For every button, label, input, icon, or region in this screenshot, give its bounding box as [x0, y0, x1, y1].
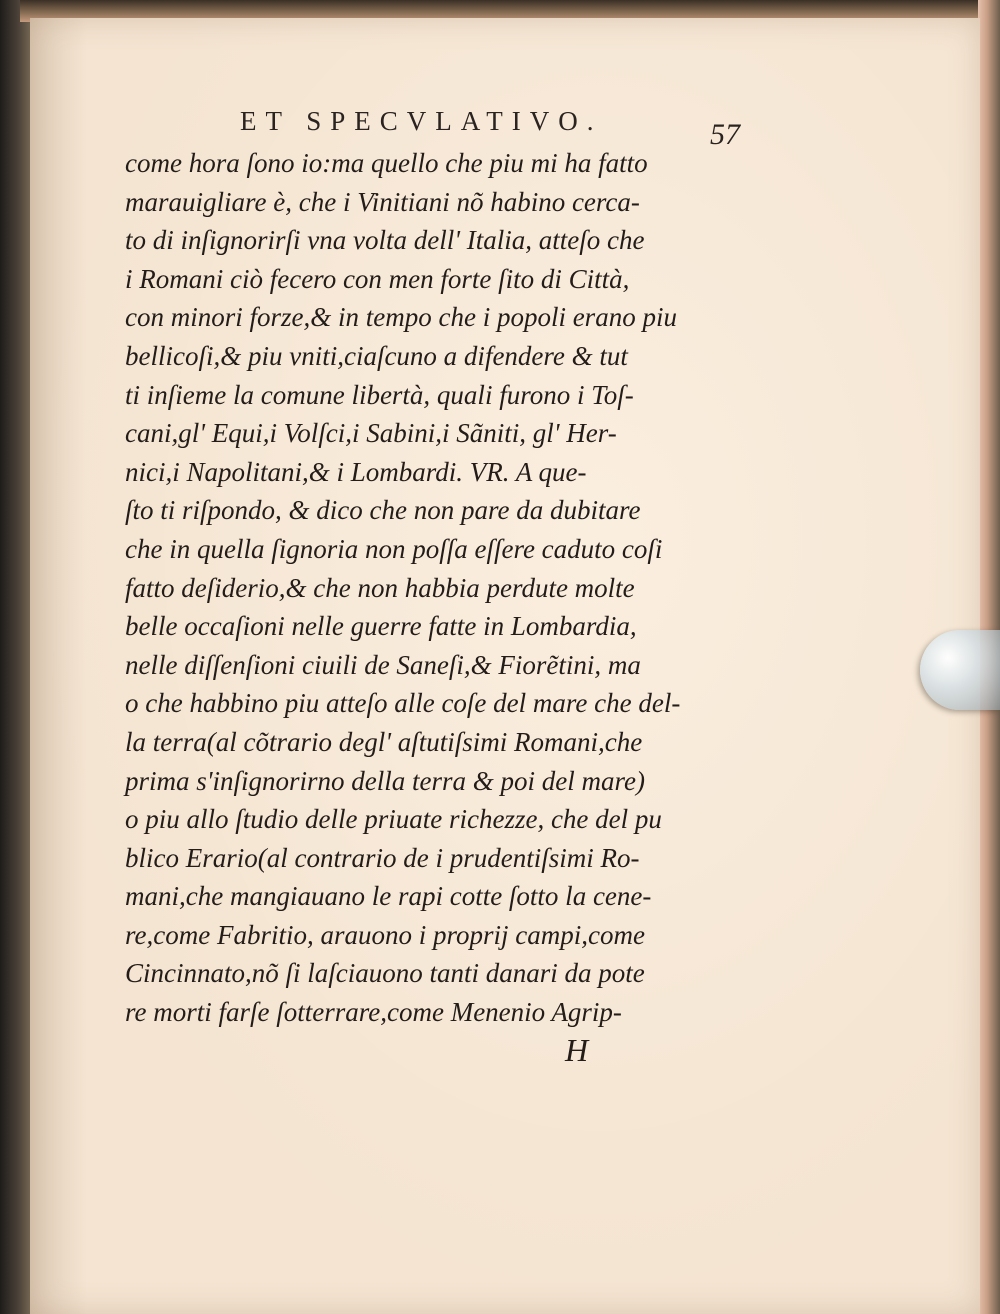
text-line: marauigliare è, che i Vinitiani nõ habino cerca- — [125, 186, 640, 217]
text-line: to di inſignorirſi vna volta dell' Italia, atteſo che — [125, 225, 645, 256]
body-text — [125, 144, 765, 1032]
text-line: nelle diſſenſioni ciuili de Saneſi,& Fiorẽtini, ma — [125, 649, 641, 680]
text-line: bellicoſi,& piu vniti,ciaſcuno a difendere & tut — [125, 340, 628, 371]
text-line: o piu allo ſtudio delle priuate richezze, che del pu — [125, 804, 662, 835]
text-line: re morti farſe ſotterrare,come Menenio Agrip- — [125, 997, 622, 1028]
text-line: Cincinnato,nõ ſi laſciauono tanti danari da pote — [125, 958, 645, 989]
text-line: o che habbino piu atteſo alle coſe del mare che del- — [125, 688, 681, 719]
text-line: con minori forze,& in tempo che i popoli erano piu — [125, 302, 677, 333]
text-line: belle occaſioni nelle guerre fatte in Lombardia, — [125, 611, 637, 642]
text-line: re,come Fabritio, arauono i proprij campi,come — [125, 919, 645, 950]
text-line: mani,che mangiauano le rapi cotte ſotto la cene- — [125, 881, 652, 912]
page-number: 57 — [710, 118, 740, 151]
text-line: prima s'inſignorirno della terra & poi del mare) — [125, 765, 646, 796]
signature-mark: H — [565, 1032, 589, 1068]
text-line: i Romani ciò fecero con men forte ſito di Città, — [125, 263, 630, 294]
text-line: ti inſieme la comune libertà, quali furono i Toſ- — [125, 379, 634, 410]
text-line: blico Erario(al contrario de i prudentiſsimi Ro- — [125, 842, 640, 873]
book-page — [30, 18, 980, 1314]
text-line: la terra(al cõtrario degl' aſtutiſsimi Romani,che — [125, 726, 643, 757]
text-line: fatto deſiderio,& che non habbia perdute molte — [125, 572, 635, 603]
text-line: che in quella ſignoria non poſſa eſſere caduto coſi — [125, 533, 663, 564]
text-line: come hora ſono io:ma quello che piu mi ha fatto — [125, 148, 648, 178]
text-line: ſto ti riſpondo, & dico che non pare da dubitare — [125, 495, 641, 526]
text-line: cani,gl' Equi,i Volſci,i Sabini,i Sãniti, gl' Her- — [125, 418, 617, 449]
page-clip — [920, 630, 1000, 710]
text-line: nici,i Napolitani,& i Lombardi. VR. A que- — [125, 456, 587, 487]
running-head: ET SPECVLATIVO. — [240, 106, 603, 136]
